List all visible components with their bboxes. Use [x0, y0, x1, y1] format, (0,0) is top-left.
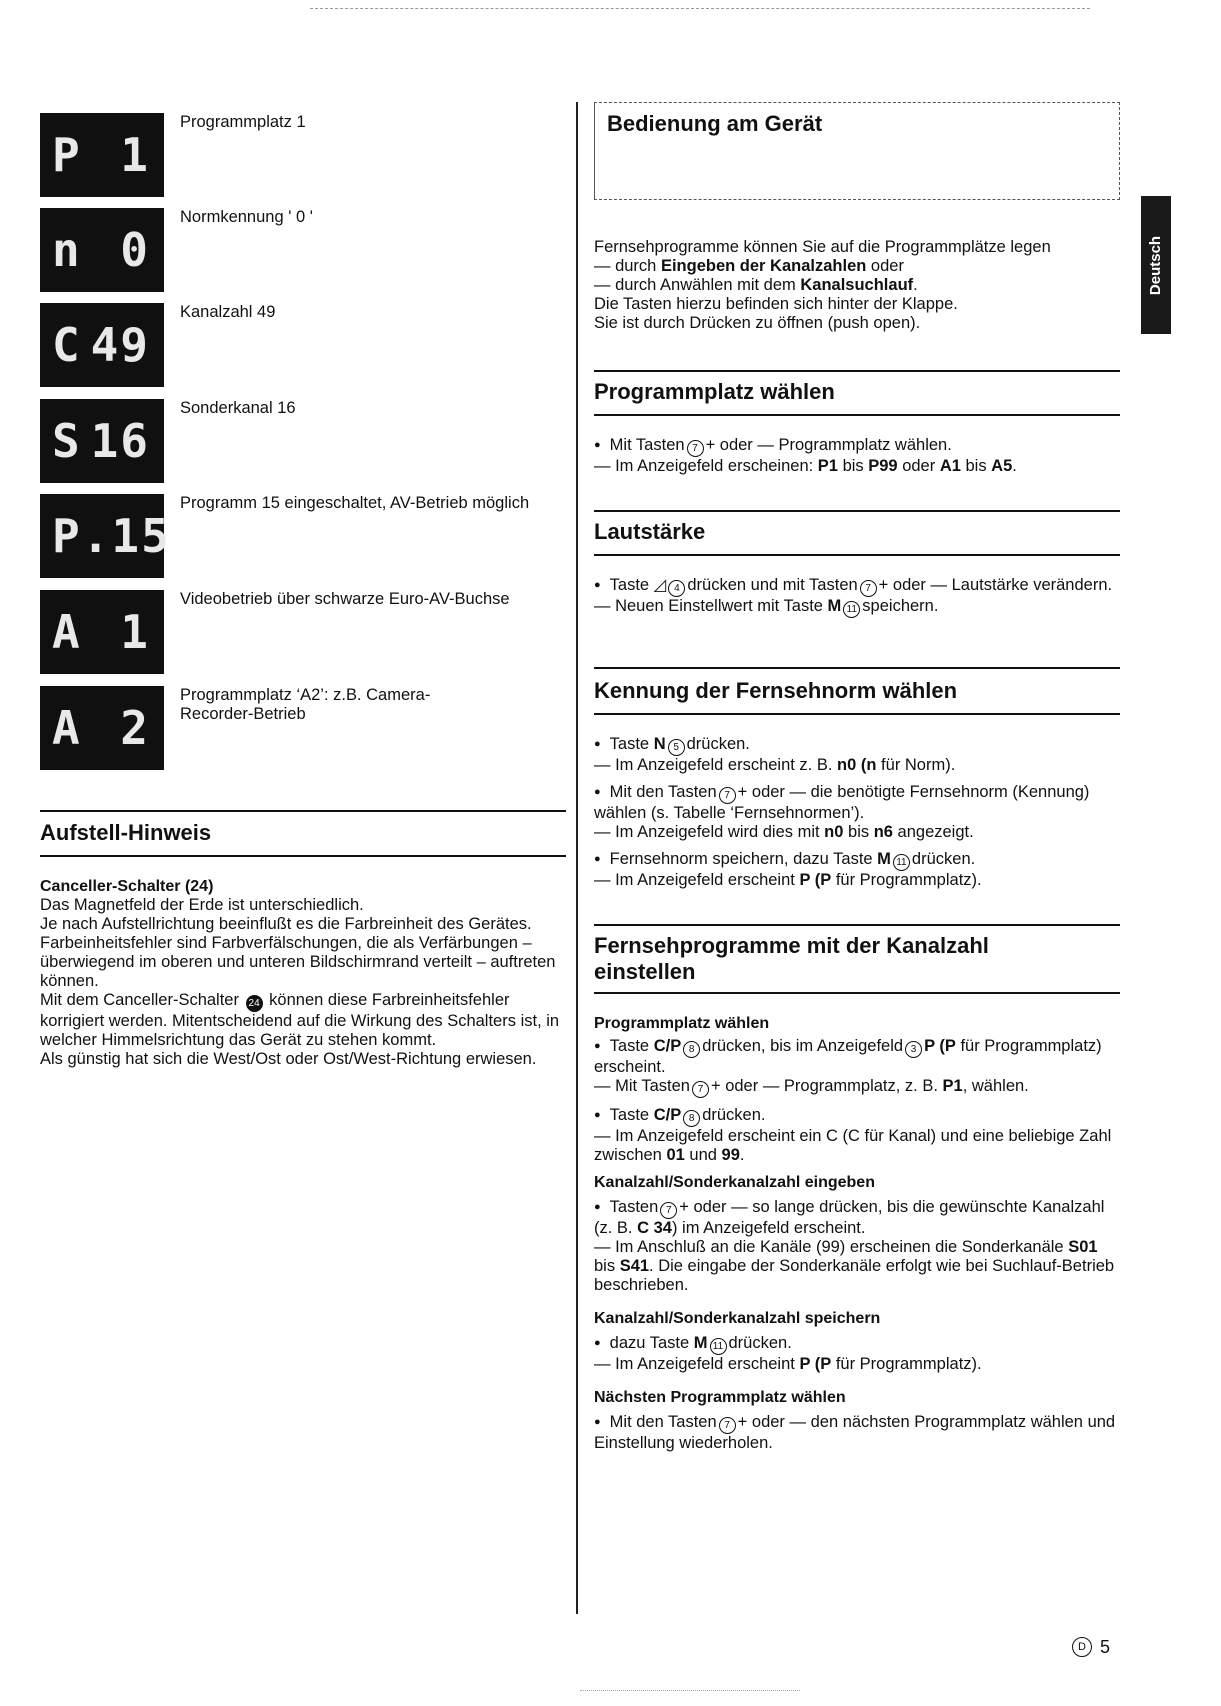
text-run: und — [684, 1146, 722, 1164]
subheading-eingeben: Kanalzahl/Sonderkanalzahl eingeben — [594, 1174, 875, 1191]
aufstell-heading: Aufstell-Hinweis — [40, 820, 212, 845]
lcd-right-glyph: 0 — [120, 223, 150, 277]
section-rule-top — [40, 810, 566, 812]
bedienung-intro — [594, 238, 1114, 333]
bullet-item — [594, 436, 1120, 457]
text-run: drücken. — [702, 1106, 766, 1124]
text-run-bold: 01 — [666, 1146, 685, 1164]
text-run-bold: P (P — [799, 1355, 832, 1373]
text-run: + oder — Programmplatz, z. B. — [710, 1077, 943, 1095]
display-caption: Programmplatz ‘A2’: z.B. Camera-Recorder-Betrieb — [180, 686, 431, 723]
key-11-icon: 11 — [893, 854, 910, 871]
bullet-item — [594, 850, 1120, 871]
programmplatz-body — [594, 436, 1120, 476]
text-run: — Im Anzeigefeld erscheint z. B. — [594, 756, 838, 774]
bedienung-title: Bedienung am Gerät — [607, 111, 823, 136]
section-rule-bottom — [594, 554, 1120, 556]
section-rule-top — [594, 370, 1120, 372]
text-run: , wählen. — [962, 1077, 1029, 1095]
text-run: — Im Anzeigefeld erscheint — [594, 1355, 800, 1373]
dash-item — [594, 871, 1120, 890]
text-run-bold: P1 — [942, 1077, 963, 1095]
text-run: — Neuen Einstellwert mit Taste — [594, 597, 828, 615]
text-run: — Im Anschluß an die Kanäle (99) erscheinen die Sonderkanäle — [594, 1238, 1069, 1256]
bullet-item — [594, 1334, 1120, 1355]
section-rule-bottom — [40, 855, 566, 857]
text-run-bold: C/P — [653, 1037, 682, 1055]
display-caption: Kanalzahl 49 — [180, 303, 276, 321]
key-11-icon: 11 — [843, 601, 860, 618]
scan-artifact-bottom — [580, 1690, 800, 1691]
lcd-display — [40, 303, 164, 387]
key-7-icon: 7 — [719, 787, 736, 804]
text-run: + oder — Lautstärke verändern. — [878, 576, 1113, 594]
key-4-icon: 4 — [668, 580, 685, 597]
language-badge-icon: D — [1072, 1637, 1092, 1657]
section-rule-bottom — [594, 713, 1120, 715]
lcd-display — [40, 686, 164, 770]
programmplatz-heading: Programmplatz wählen — [594, 379, 835, 404]
bullet-item — [594, 1198, 1120, 1238]
text-run-bold: S41 — [619, 1257, 650, 1275]
kanalzahl-heading: Fernsehprogramme mit der Kanalzahl einstellen — [594, 933, 989, 984]
bullet-item — [594, 1106, 1120, 1127]
kennung-body — [594, 735, 1120, 890]
text-run: Tasten — [609, 1198, 659, 1216]
text-run: drücken. — [728, 1334, 792, 1352]
key-7-icon: 7 — [660, 1202, 677, 1219]
lautstaerke-heading: Lautstärke — [594, 519, 706, 544]
lcd-left-glyph: A — [52, 605, 82, 659]
text-run: Mit Tasten — [609, 436, 685, 454]
key-7-icon: 7 — [719, 1417, 736, 1434]
kanalzahl-body — [594, 1014, 1120, 1453]
dash-item — [594, 1077, 1120, 1098]
text-run: können diese Farbreinheitsfehler korrigiert werden. Mitentscheidend auf die Wirkung des Schalters ist, in welcher Himmelsrichtung das Gerät zu stehen kommt. — [40, 991, 560, 1049]
text-run: + oder — Programmplatz wählen. — [705, 436, 952, 454]
text-run: — Im Anzeigefeld wird dies mit — [594, 823, 825, 841]
intro-line: Die Tasten hierzu befinden sich hinter der Klappe. — [594, 295, 958, 313]
text-run-bold: Kanalsuchlauf — [800, 276, 914, 294]
text-run: für Programmplatz) erscheint. — [594, 1037, 1102, 1076]
key-5-icon: 5 — [668, 739, 685, 756]
text-run: bis — [837, 457, 869, 475]
kennung-heading: Kennung der Fernsehnorm wählen — [594, 678, 958, 703]
section-rule-bottom — [594, 414, 1120, 416]
intro-line — [594, 276, 1114, 295]
text-run: . — [1012, 457, 1017, 475]
aufstell-paragraph: Das Magnetfeld der Erde ist unterschiedlich. — [40, 896, 364, 914]
lcd-display — [40, 208, 164, 292]
text-run-bold: P (P — [799, 871, 832, 889]
aufstell-paragraph: Farbeinheitsfehler sind Farbverfälschungen, die als Verfärbungen – überwiegend im oberen und unteren Bildschirmrand verteilt – auftreten können. — [40, 934, 556, 990]
lcd-right-glyph: 49 — [90, 318, 150, 372]
text-run: für Programmplatz). — [831, 1355, 982, 1373]
text-run: . — [913, 276, 918, 294]
text-run-bold: A1 — [939, 457, 961, 475]
text-run: drücken. — [686, 735, 750, 753]
key-7-icon: 7 — [692, 1081, 709, 1098]
lcd-left-glyph: A — [52, 701, 82, 755]
intro-line — [594, 257, 1114, 276]
text-run: speichern. — [862, 597, 939, 615]
text-run: angezeigt. — [892, 823, 974, 841]
subheading-speichern: Kanalzahl/Sonderkanalzahl speichern — [594, 1310, 881, 1327]
key-8-icon: 8 — [683, 1041, 700, 1058]
text-run: Mit den Tasten — [609, 1413, 717, 1431]
text-run-bold: n0 — [837, 756, 857, 774]
intro-line: Fernsehprogramme können Sie auf die Programmplätze legen — [594, 238, 1051, 256]
lcd-right-glyph: 2 — [120, 701, 150, 755]
section-rule-top — [594, 667, 1120, 669]
page-footer — [1070, 1637, 1110, 1657]
text-run: — durch — [594, 257, 661, 275]
page-number: 5 — [1100, 1636, 1111, 1657]
display-caption: Normkennung ' 0 ' — [180, 208, 313, 226]
bullet-item — [594, 735, 1120, 756]
aufstell-body — [40, 896, 560, 1069]
dash-item — [594, 1238, 1120, 1295]
text-run: drücken. — [911, 850, 976, 868]
lcd-right-glyph: 16 — [90, 414, 150, 468]
bullet-item — [594, 1037, 1120, 1077]
text-run-bold: Eingeben der Kanalzahlen — [660, 257, 867, 275]
text-run: Taste — [609, 735, 654, 753]
text-run: — Mit Tasten — [594, 1077, 690, 1095]
text-run: + oder — die benötigte Fernsehnorm (Kennung) wählen (s. Tabelle ‘Fernsehnormen’). — [594, 783, 1090, 822]
text-run-bold: S01 — [1068, 1238, 1098, 1256]
text-run-bold: n6 — [873, 823, 893, 841]
dash-item — [594, 1355, 1120, 1374]
lcd-left-glyph: C — [52, 318, 82, 372]
lautstaerke-body — [594, 576, 1120, 618]
text-run-bold: P (P — [924, 1037, 956, 1055]
text-run: oder — [897, 457, 940, 475]
lcd-left-glyph: S — [52, 414, 82, 468]
text-run: dazu Taste — [609, 1334, 694, 1352]
text-run: oder — [866, 257, 904, 275]
canceller-subheading: Canceller-Schalter (24) — [40, 878, 214, 895]
text-run: . — [739, 1146, 745, 1164]
language-tab — [1141, 196, 1171, 334]
key-8-icon: 8 — [683, 1110, 700, 1127]
text-run-bold: M — [827, 597, 842, 615]
text-run: . Die eingabe der Sonderkanäle erfolgt wie bei Suchlauf-Betrieb beschrieben. — [594, 1257, 1115, 1294]
aufstell-paragraph: Als günstig hat sich die West/Ost oder Ost/West-Richtung erwiesen. — [40, 1050, 537, 1068]
text-run: für Norm). — [876, 756, 956, 774]
text-run: Taste ◿ — [609, 576, 667, 594]
text-run: Mit dem Canceller-Schalter — [40, 991, 239, 1009]
lcd-right-glyph: 15 — [111, 509, 171, 563]
dash-item — [594, 756, 1120, 775]
text-run: ) im Anzeigefeld erscheint. — [671, 1219, 866, 1237]
display-caption: Programmplatz 1 — [180, 113, 306, 131]
display-caption: Programm 15 eingeschaltet, AV-Betrieb möglich — [180, 494, 530, 512]
text-run: + oder — so lange drücken, bis die gewünschte Kanalzahl (z. B. — [594, 1198, 1105, 1237]
text-run: bis — [594, 1257, 620, 1275]
bullet-item — [594, 1413, 1120, 1453]
text-run: für Programmplatz). — [831, 871, 982, 889]
lcd-display — [40, 590, 164, 674]
lcd-left-glyph: P — [52, 128, 82, 182]
bullet-item — [594, 576, 1120, 597]
section-rule-top — [594, 924, 1120, 926]
key-11-icon: 11 — [710, 1338, 727, 1355]
lcd-display — [40, 113, 164, 197]
text-run: Mit den Tasten — [609, 783, 717, 801]
text-run-bold: C/P — [653, 1106, 682, 1124]
dash-item — [594, 1127, 1120, 1165]
bullet-item — [594, 783, 1120, 823]
key-7-icon: 7 — [687, 440, 704, 457]
aufstell-paragraph — [40, 991, 560, 1050]
key-7-icon: 7 — [860, 580, 877, 597]
canceller-key-icon: 24 — [246, 995, 263, 1012]
text-run-bold: 99 — [721, 1146, 740, 1164]
text-run: Taste — [609, 1037, 654, 1055]
display-caption: Videobetrieb über schwarze Euro-AV-Buchse — [180, 590, 510, 608]
language-tab-label: Deutsch — [1147, 235, 1165, 295]
dash-item — [594, 597, 1120, 618]
aufstell-paragraph: Je nach Aufstellrichtung beeinflußt es die Farbreinheit des Gerätes. — [40, 915, 532, 933]
scan-artifact-top — [310, 8, 1090, 9]
lcd-right-glyph: 1 — [120, 128, 150, 182]
text-run-bold: M — [877, 850, 891, 868]
text-run-bold: A5 — [991, 457, 1013, 475]
text-run: — Im Anzeigefeld erscheinen: — [594, 457, 818, 475]
text-run-bold: P1 — [817, 457, 838, 475]
column-divider — [576, 102, 578, 1614]
intro-line: Sie ist durch Drücken zu öffnen (push open). — [594, 314, 921, 332]
dash-item — [594, 457, 1120, 476]
text-run-bold: C 34 — [637, 1219, 672, 1237]
text-run: — durch Anwählen mit dem — [594, 276, 801, 294]
text-run: — Im Anzeigefeld erscheint ein C (C für Kanal) und eine beliebige Zahl zwischen — [594, 1127, 1112, 1164]
lcd-display — [40, 399, 164, 483]
key-3-icon: 3 — [905, 1041, 922, 1058]
lcd-display — [40, 494, 171, 578]
text-run-bold: N — [653, 735, 666, 753]
subheading-naechsten: Nächsten Programmplatz wählen — [594, 1389, 846, 1406]
lcd-left-glyph: n — [52, 223, 82, 277]
text-run-bold: M — [693, 1334, 708, 1352]
text-run: — Im Anzeigefeld erscheint — [594, 871, 800, 889]
text-run-bold: P99 — [868, 457, 898, 475]
display-caption: Sonderkanal 16 — [180, 399, 296, 417]
section-rule-top — [594, 510, 1120, 512]
text-run: drücken und mit Tasten — [687, 576, 858, 594]
text-run-bold: (n — [856, 756, 877, 774]
subheading-programmplatz: Programmplatz wählen — [594, 1015, 770, 1032]
text-run: bis — [960, 457, 992, 475]
lcd-left-glyph: P. — [52, 509, 112, 563]
dash-item — [594, 823, 1120, 842]
lcd-right-glyph: 1 — [120, 605, 150, 659]
text-run: Fernsehnorm speichern, dazu Taste — [609, 850, 878, 868]
text-run: drücken, bis im Anzeigefeld — [702, 1037, 904, 1055]
text-run: Taste — [609, 1106, 654, 1124]
text-run: bis — [843, 823, 874, 841]
text-run-bold: n0 — [824, 823, 844, 841]
text-run: + oder — den nächsten Programmplatz wählen und Einstellung wiederholen. — [594, 1413, 1116, 1452]
section-rule-bottom — [594, 992, 1120, 994]
